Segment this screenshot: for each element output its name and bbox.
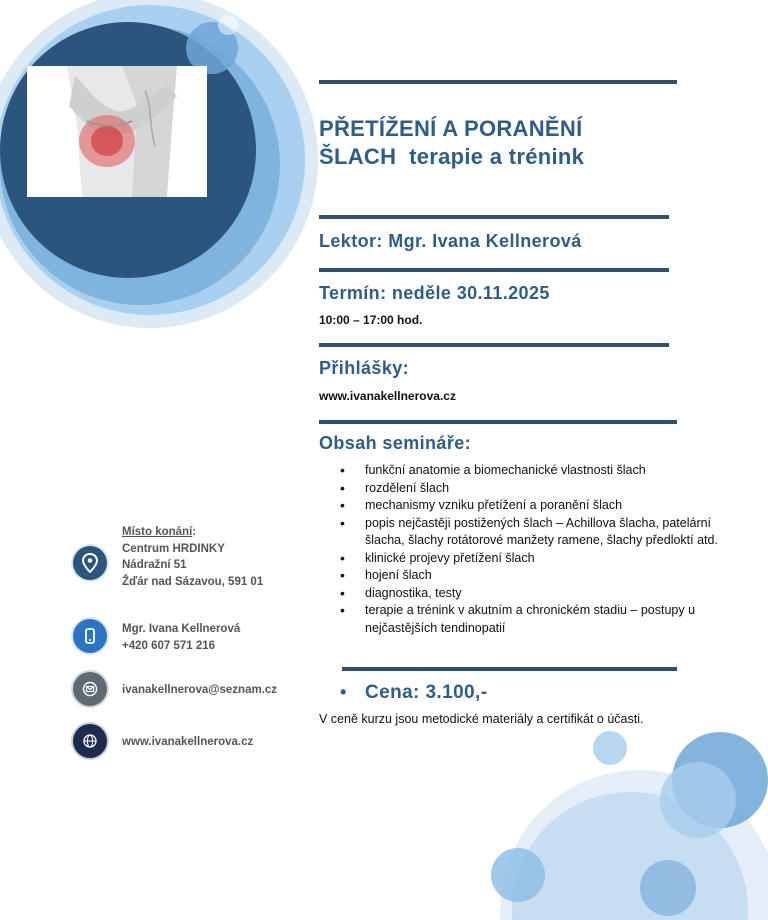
person-block (122, 621, 240, 654)
venue-city: Žďár nad Sázavou, 591 01 (122, 575, 264, 588)
price-note: V ceně kurzu jsou metodické materiály a certifikát o účasti. (319, 712, 644, 726)
venue-street: Nádražní 51 (122, 559, 187, 571)
rule-6 (342, 667, 677, 671)
list-item: • diagnostika, testy (338, 585, 728, 603)
rule-5 (319, 420, 677, 424)
list-item: • klinické projevy přetížení šlach (338, 550, 728, 568)
decorative-circles-bottom (480, 720, 768, 920)
list-item: • funkční anatomie a biomechanické vlastnosti šlach (338, 462, 728, 480)
page-title (319, 115, 719, 171)
rule-3 (319, 268, 669, 272)
content-label: Obsah semináře: (319, 433, 472, 453)
title-line-1: PŘETÍŽENÍ A PORANĚNÍ (319, 116, 583, 141)
venue-heading (122, 524, 263, 541)
list-item: • popis nejčastěji postižených šlach – Achillova šlacha, patelární šlacha, šlachy rotátorové manžety ramene, šlachy předloktí atd. (338, 515, 728, 550)
rule-2 (319, 215, 669, 219)
venue-colon: : (192, 526, 197, 538)
venue-name: Centrum HRDINKY (122, 542, 225, 555)
rule-4 (319, 343, 669, 347)
registration-label: Přihlášky: (319, 358, 410, 378)
map-pin-icon (73, 546, 107, 580)
rule-1 (319, 80, 677, 84)
person-phone[interactable]: +420 607 571 216 (122, 639, 216, 652)
registration-url[interactable]: www.ivanakellnerova.cz (319, 389, 456, 403)
person-name: Mgr. Ivana Kellnerová (122, 623, 241, 635)
venue-label: Místo konání (122, 526, 193, 538)
phone-icon[interactable] (73, 619, 107, 653)
list-item: • mechanismy vzniku přetížení a poranění šlach (338, 497, 728, 515)
price-label: Cena: 3.100,- (365, 682, 488, 703)
venue-block (122, 524, 263, 590)
list-item: • rozdělení šlach (338, 480, 728, 498)
list-item: • terapie a trénink v akutním a chronickém stadiu – postupy u nejčastějších tendinopatií (338, 602, 728, 637)
list-item: • hojení šlach (338, 567, 728, 585)
price-bullet: • (340, 682, 347, 702)
web[interactable]: www.ivanakellnerova.cz (122, 736, 254, 748)
envelope-icon[interactable] (73, 672, 107, 706)
content-list (338, 462, 728, 637)
term-label: Termín: neděle 30.11.2025 (319, 283, 550, 303)
knee-pain-photo (27, 66, 207, 197)
lecturer: Lektor: Mgr. Ivana Kellnerová (319, 231, 582, 251)
title-line-2: ŠLACH terapie a trénink (319, 144, 585, 169)
globe-icon[interactable] (73, 724, 107, 758)
term-time: 10:00 – 17:00 hod. (319, 313, 423, 327)
email[interactable]: ivanakellnerova@seznam.cz (122, 684, 278, 696)
